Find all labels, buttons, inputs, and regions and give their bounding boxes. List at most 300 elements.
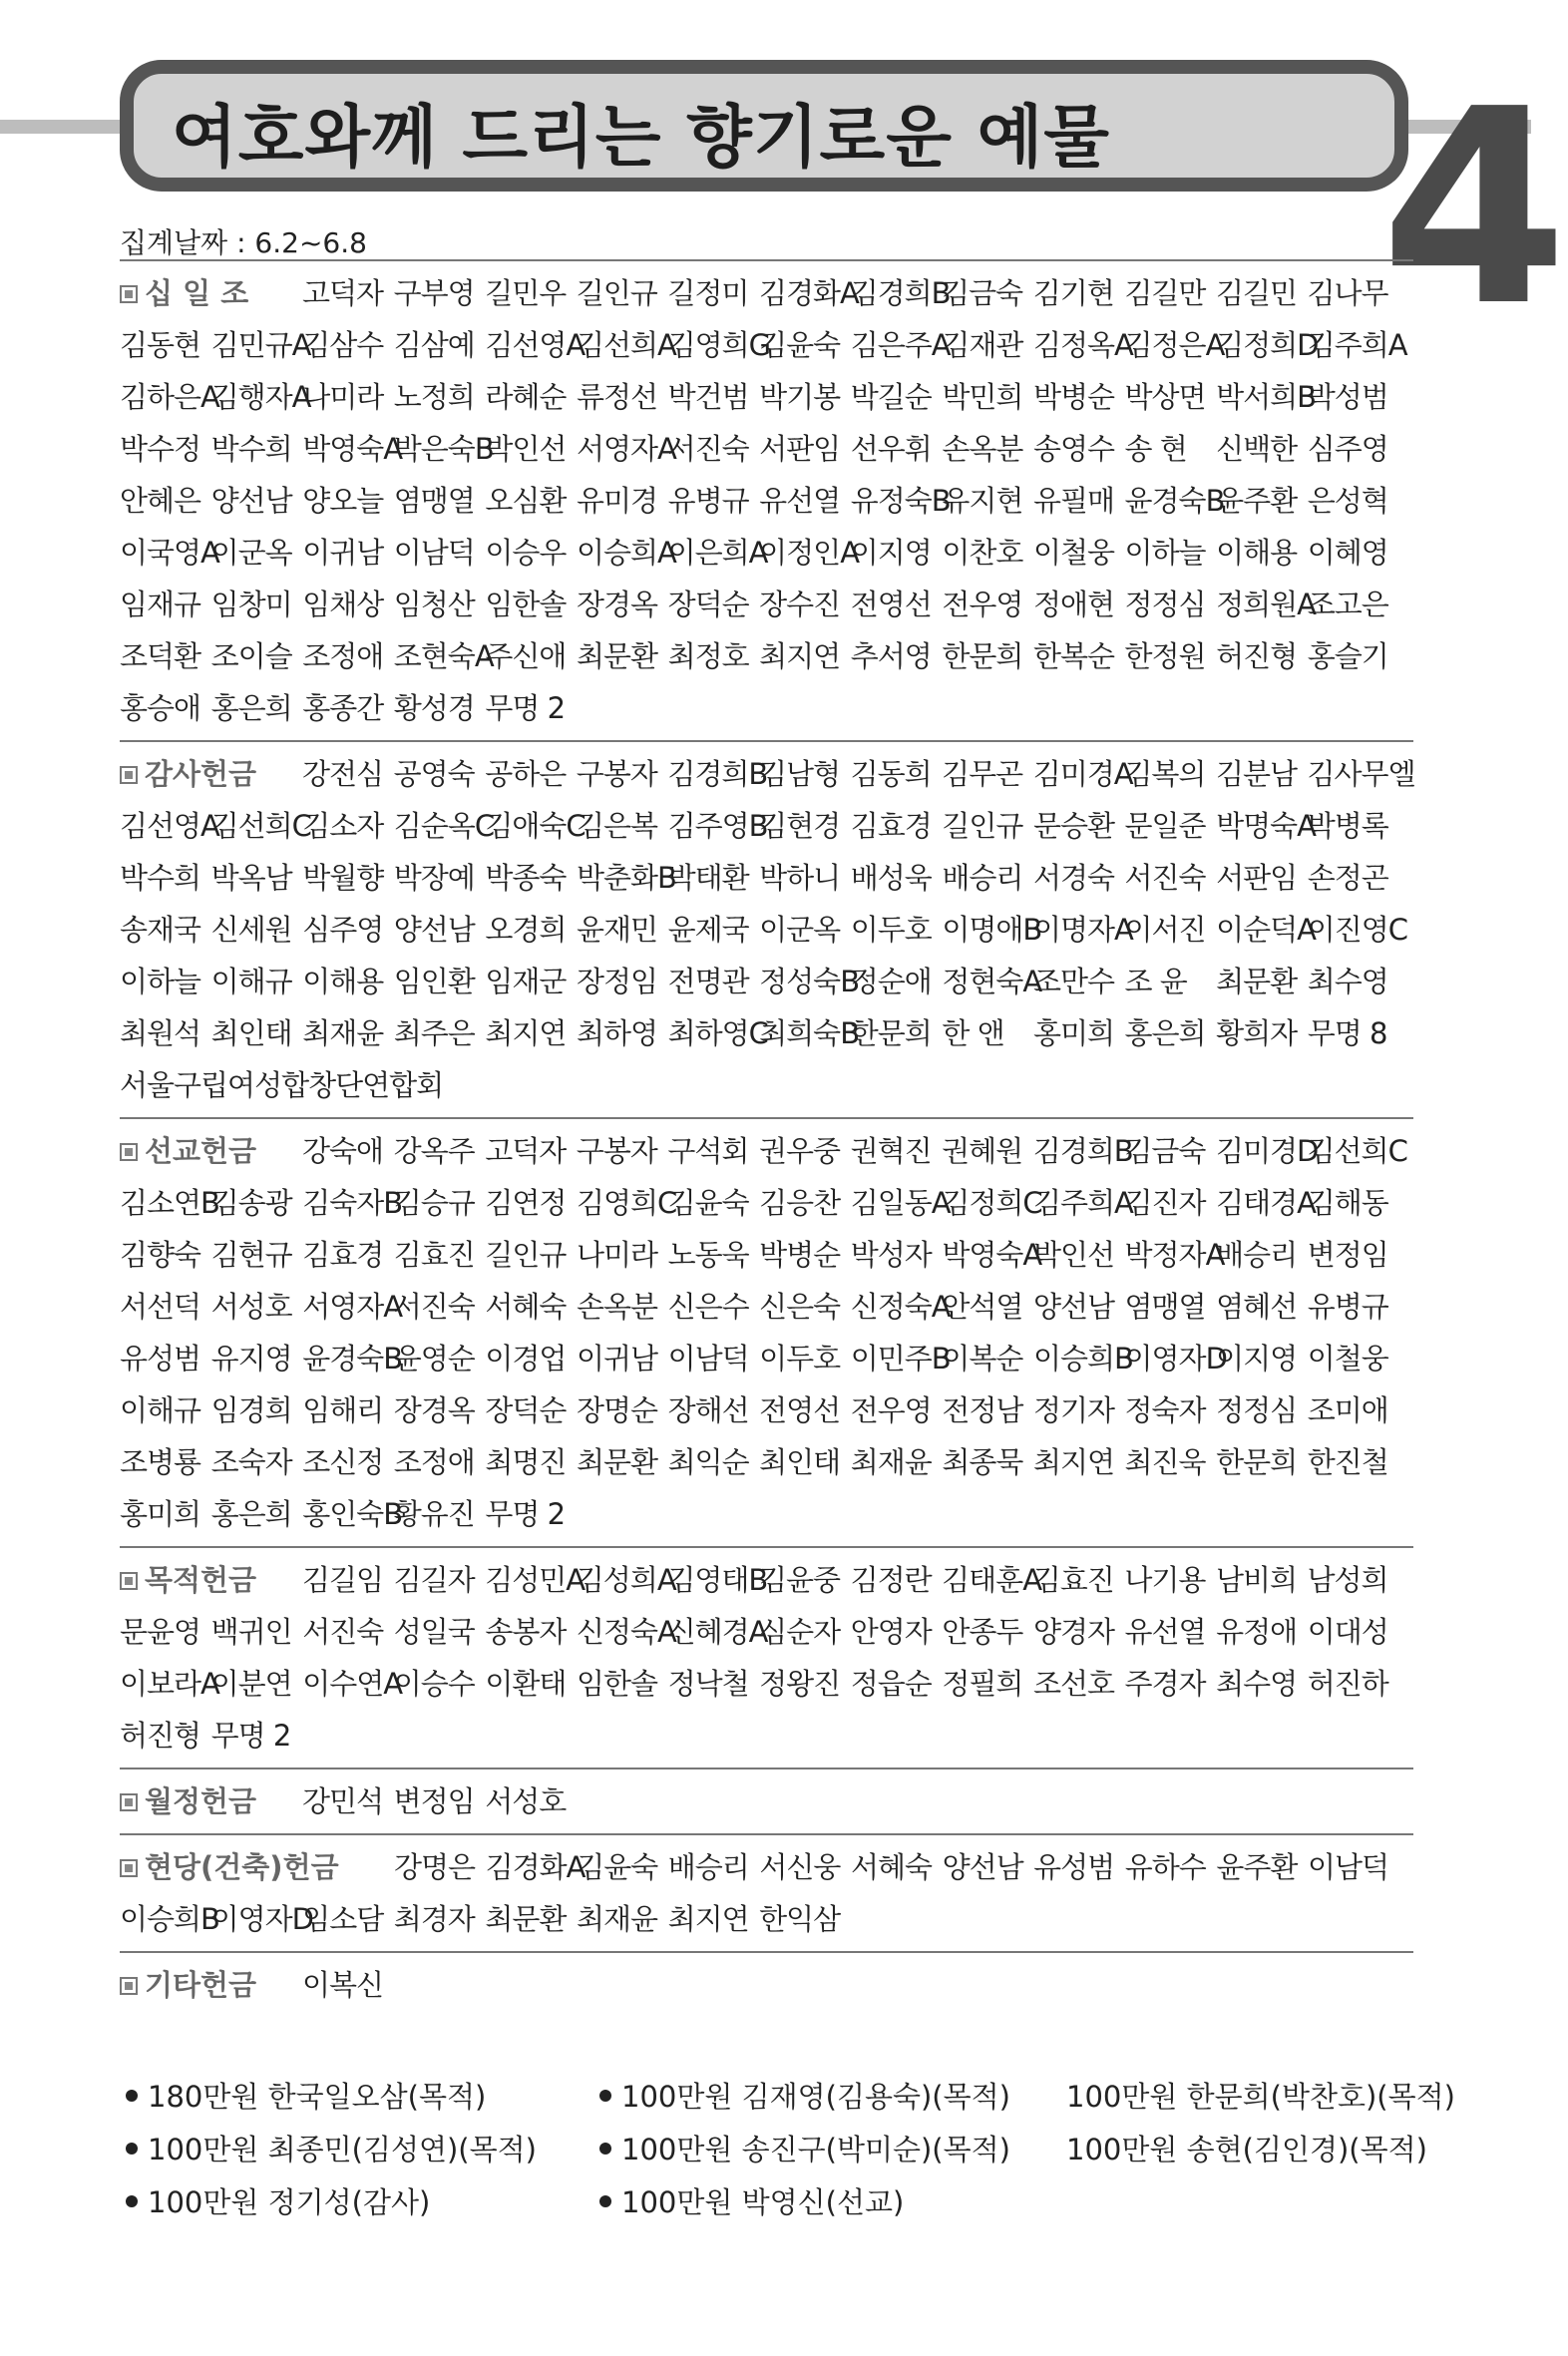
- donor-name: 이귀남: [576, 1342, 658, 1375]
- square-bullet-icon: [120, 1572, 138, 1590]
- donor-name: 이지영: [1216, 1342, 1298, 1375]
- donor-name: 박태환: [667, 861, 749, 895]
- donor-name: 조선호: [1032, 1667, 1114, 1701]
- donation-item: [1050, 2075, 1455, 2116]
- donor-name: 정정심: [1124, 588, 1206, 621]
- donor-name: 신정숙A: [576, 1615, 676, 1649]
- section-label: [120, 1554, 302, 1606]
- section-label: [120, 1125, 302, 1177]
- donor-name: 김영희G: [667, 328, 771, 362]
- donor-name: 유지영: [210, 1342, 292, 1375]
- donor-name: 김삼예: [393, 328, 475, 362]
- section-label-text: 현당(건축)헌금: [145, 1850, 339, 1884]
- donor-name: 장정임: [576, 965, 658, 998]
- bullet-dot-icon: [599, 2090, 611, 2102]
- donor-name: 이민주B: [850, 1342, 951, 1375]
- donor-name: 유필매: [1032, 484, 1114, 518]
- donor-name: 조현숙A: [393, 639, 494, 673]
- donor-name: 김남형: [758, 757, 841, 791]
- donor-name: 김경희B: [1032, 1134, 1133, 1168]
- donor-name: 추서영: [850, 639, 932, 673]
- donation-item: [593, 2128, 1050, 2168]
- donor-name: 정정심: [1216, 1393, 1298, 1427]
- donor-name: 안석열: [942, 1290, 1023, 1324]
- donor-name: 박수희: [120, 861, 201, 895]
- donor-name: 노정희: [393, 380, 475, 414]
- donor-name: 이해용: [1216, 536, 1298, 570]
- donor-name: 김성희A: [576, 1563, 676, 1597]
- donor-name: 심순자: [759, 1615, 841, 1649]
- donor-name: 김현경: [759, 809, 841, 843]
- donor-name: 김금숙: [1124, 1134, 1206, 1168]
- donor-name: 유성범: [1033, 1850, 1115, 1884]
- section-label-text: 목적헌금: [145, 1563, 257, 1597]
- donor-name: 김성민A: [485, 1563, 586, 1597]
- donor-name: 김금숙: [942, 276, 1023, 310]
- donor-name: 이군옥: [210, 536, 292, 570]
- donor-name: 조고은: [1307, 588, 1388, 621]
- donor-name: 양선남: [393, 913, 475, 947]
- donor-name: 라혜순: [485, 380, 567, 414]
- donor-name: 박인선: [1032, 1238, 1114, 1272]
- donor-name: 김선희C: [1307, 1134, 1407, 1168]
- offering-sections: [120, 259, 1413, 2017]
- donor-name: 서판임: [759, 432, 841, 466]
- donor-name: 박수정: [120, 432, 201, 466]
- bullet-dot-icon: [126, 2195, 138, 2207]
- donor-name: 박민희: [942, 380, 1023, 414]
- donor-name: 이영자D: [210, 1902, 313, 1936]
- donor-name: 변정임: [1307, 1238, 1388, 1272]
- donation-text: 100만원 송현(김인경)(목적): [1066, 2133, 1427, 2166]
- donor-name: 전명관: [667, 965, 749, 998]
- donor-name: 박영숙A: [942, 1238, 1042, 1272]
- donor-name: 홍승애: [120, 691, 201, 725]
- donor-name: 전영선: [759, 1393, 841, 1427]
- section-label: [120, 1775, 302, 1827]
- donor-name: 양경자: [1032, 1615, 1114, 1649]
- donor-name: 유미경: [576, 484, 658, 518]
- donor-name: 조병룡: [120, 1445, 201, 1479]
- donor-name: 김선영A: [485, 328, 586, 362]
- tally-period: 집계날짜 : 6.2~6.8: [120, 226, 367, 259]
- donor-name: 김소자: [302, 809, 384, 843]
- donor-name: 최지연: [485, 1016, 567, 1050]
- donor-name: 배승리: [1216, 1238, 1298, 1272]
- donor-name: 신세원: [210, 913, 292, 947]
- donor-name: 김태훈A: [942, 1563, 1042, 1597]
- donor-name: 장덕순: [667, 588, 749, 621]
- donor-name: 서진숙: [667, 432, 749, 466]
- donor-name: 이명자A: [1032, 913, 1133, 947]
- donor-name: 손옥분: [576, 1290, 658, 1324]
- donor-name: 안혜은: [120, 484, 201, 518]
- donor-name: 한문희: [942, 639, 1023, 673]
- donor-name: 박기봉: [759, 380, 841, 414]
- donor-name: 안종두: [942, 1615, 1023, 1649]
- donor-name: 정현숙A: [942, 965, 1042, 998]
- donor-name: 허진형: [1216, 639, 1298, 673]
- donor-name: 홍인숙B: [302, 1497, 403, 1531]
- donor-name: 배승리: [942, 861, 1023, 895]
- donor-name: 장덕순: [485, 1393, 567, 1427]
- donor-name: 서울구립여성합창단연합회: [120, 1068, 444, 1102]
- donor-name: 유성범: [120, 1342, 201, 1375]
- donor-name: 박병순: [759, 1238, 841, 1272]
- donor-name: 정희원A: [1216, 588, 1317, 621]
- donor-name: 전영선: [850, 588, 932, 621]
- donor-name: 이환태: [485, 1667, 567, 1701]
- donor-name: 박건범: [667, 380, 749, 414]
- donor-name: 김선영A: [120, 809, 219, 843]
- donor-name: 이국영A: [120, 536, 219, 570]
- donor-name: 최문환: [576, 1445, 658, 1479]
- donor-name: 황희자: [1216, 1016, 1298, 1050]
- donor-name: 이영자D: [1124, 1342, 1227, 1375]
- donor-name: 김미경D: [1215, 1134, 1319, 1168]
- donor-name: 은성혁: [1307, 484, 1388, 518]
- donor-name: 심주영: [302, 913, 384, 947]
- offering-section: [120, 740, 1413, 1117]
- donor-name: 최종묵: [942, 1445, 1023, 1479]
- donor-name: 성일국: [393, 1615, 475, 1649]
- donor-name: 선우휘: [850, 432, 932, 466]
- donor-name: 박장예: [393, 861, 475, 895]
- donor-name: 한익삼: [759, 1902, 841, 1936]
- donor-name: 문승환: [1032, 809, 1114, 843]
- name-list: [120, 267, 1413, 734]
- donor-name: 김복의: [1124, 757, 1206, 791]
- donor-name: 염맹열: [1124, 1290, 1206, 1324]
- donor-name: 양선남: [210, 484, 292, 518]
- donor-name: 이해규: [210, 965, 292, 998]
- donor-name: 김정희D: [1216, 328, 1319, 362]
- donor-name: 이복순: [942, 1342, 1023, 1375]
- donor-name: 김나무: [1307, 276, 1388, 310]
- donor-name: 정성숙B: [759, 965, 860, 998]
- donor-name: 이해용: [302, 965, 384, 998]
- donor-name: 문일준: [1124, 809, 1206, 843]
- donor-name: 이하늘: [1124, 536, 1206, 570]
- donor-name: 최진욱: [1124, 1445, 1206, 1479]
- section-label-text: 기타헌금: [145, 1968, 257, 2002]
- offering-section: [120, 1833, 1413, 1951]
- donor-name: 노동욱: [667, 1238, 749, 1272]
- donor-name: 박길순: [850, 380, 932, 414]
- donor-name: 홍은희: [210, 691, 292, 725]
- donor-name: 최주은: [393, 1016, 475, 1050]
- donor-name: 한복순: [1032, 639, 1114, 673]
- donor-name: 김하은A: [120, 380, 219, 414]
- donor-name: 신은수: [667, 1290, 749, 1324]
- offering-section: [120, 1117, 1413, 1546]
- donor-name: 전우영: [850, 1393, 932, 1427]
- donation-item: [593, 2180, 1050, 2221]
- offering-section: [120, 259, 1413, 740]
- donor-name: 이남덕: [1307, 1850, 1388, 1884]
- donor-name: 김은주A: [850, 328, 951, 362]
- donor-name: 정필희: [942, 1667, 1023, 1701]
- donor-name: 최재윤: [576, 1902, 658, 1936]
- donor-name: 김윤숙: [577, 1850, 658, 1884]
- donor-name: 조숙자: [210, 1445, 292, 1479]
- donor-name: 윤제국: [667, 913, 749, 947]
- donor-name: 김삼수: [302, 328, 384, 362]
- donor-name: 구봉자: [576, 757, 657, 791]
- donor-name: 최재윤: [850, 1445, 932, 1479]
- donor-name: 손정곤: [1307, 861, 1388, 895]
- donor-name: 김소연B: [120, 1186, 219, 1220]
- donor-name: 임경희: [210, 1393, 292, 1427]
- donor-name: 최하영C: [667, 1016, 768, 1050]
- donor-name: 박병순: [1032, 380, 1114, 414]
- donor-name: 정왕진: [759, 1667, 841, 1701]
- donor-name: 유선열: [1124, 1615, 1206, 1649]
- donor-name: 최익순: [667, 1445, 749, 1479]
- donor-name: 이명애B: [942, 913, 1042, 947]
- donor-name: 강옥주: [393, 1134, 475, 1168]
- donor-name: 송영수: [1032, 432, 1114, 466]
- donor-name: 최수영: [1216, 1667, 1298, 1701]
- donor-name: 조덕환: [120, 639, 201, 673]
- donor-name: 한정원: [1124, 639, 1206, 673]
- donor-name: 한문희: [1216, 1445, 1298, 1479]
- donor-name: 심주영: [1307, 432, 1388, 466]
- donor-name: 강숙애: [302, 1134, 384, 1168]
- donor-name: 양선남: [942, 1850, 1023, 1884]
- donor-name: 최지연: [759, 639, 841, 673]
- section-label: [120, 1841, 394, 1893]
- bullet-dot-icon: [126, 2090, 138, 2102]
- donor-name: 김길민: [1215, 276, 1297, 310]
- donor-name: 정읍순: [850, 1667, 932, 1701]
- donor-name: 임한솔: [485, 588, 567, 621]
- donor-name: 서경숙: [1032, 861, 1114, 895]
- donation-item: [1050, 2128, 1427, 2168]
- donor-name: 김주희A: [1307, 328, 1407, 362]
- donor-name: 남비희: [1215, 1563, 1297, 1597]
- donor-name: 이분연: [210, 1667, 292, 1701]
- donor-name: 권혜원: [942, 1134, 1023, 1168]
- section-label: [120, 1959, 302, 2011]
- donor-name: 송 현: [1124, 432, 1187, 466]
- section-label: [120, 267, 302, 319]
- donor-name: 김윤숙: [759, 328, 841, 362]
- name-list: [120, 1775, 1413, 1827]
- donor-name: 서진숙: [393, 1290, 475, 1324]
- donor-name: 주신애: [485, 639, 567, 673]
- donor-name: 박종숙: [485, 861, 567, 895]
- donor-name: 김동현: [120, 328, 201, 362]
- donor-name: 주경자: [1124, 1667, 1206, 1701]
- donor-name: 유하수: [1124, 1850, 1206, 1884]
- name-list: [120, 1841, 1413, 1945]
- donor-name: 홍미희: [1032, 1016, 1114, 1050]
- donor-name: 무명 2: [485, 1497, 566, 1531]
- donor-name: 구봉자: [576, 1134, 657, 1168]
- donor-name: 양선남: [1032, 1290, 1114, 1324]
- donor-name: 서진숙: [302, 1615, 384, 1649]
- donor-name: 박하니: [759, 861, 841, 895]
- donor-name: 이진영C: [1307, 913, 1408, 947]
- donor-name: 이정인A: [759, 536, 860, 570]
- donor-name: 최원석: [120, 1016, 201, 1050]
- donor-name: 김정희C: [942, 1186, 1042, 1220]
- donor-name: 김해동: [1307, 1186, 1388, 1220]
- donor-name: 김선희C: [210, 809, 311, 843]
- donor-name: 서혜숙: [850, 1850, 933, 1884]
- donor-name: 염맹열: [393, 484, 475, 518]
- donor-name: 류정선: [576, 380, 658, 414]
- donor-name: 조정애: [302, 639, 384, 673]
- donor-name: 이두호: [850, 913, 932, 947]
- donor-name: 임채상: [302, 588, 384, 621]
- donor-name: 장경옥: [393, 1393, 475, 1427]
- donor-name: 홍은희: [210, 1497, 292, 1531]
- donor-name: 김은복: [576, 809, 658, 843]
- donor-name: 나기용: [1124, 1563, 1206, 1597]
- donor-name: 서진숙: [1124, 861, 1206, 895]
- donor-name: 오심환: [485, 484, 567, 518]
- donor-name: 최문환: [485, 1902, 567, 1936]
- name-list: [120, 748, 1413, 1111]
- donor-name: 정낙철: [667, 1667, 749, 1701]
- donor-name: 신혜경A: [667, 1615, 768, 1649]
- donor-name: 정순애: [850, 965, 932, 998]
- donor-name: 서영자A: [576, 432, 676, 466]
- donor-name: 김승규: [393, 1186, 475, 1220]
- donor-name: 김영희C: [576, 1186, 677, 1220]
- donor-name: 조이슬: [210, 639, 292, 673]
- donor-name: 조정애: [393, 1445, 475, 1479]
- donor-name: 김선희A: [576, 328, 676, 362]
- donor-name: 구석회: [667, 1134, 749, 1168]
- donor-name: 이해규: [120, 1393, 201, 1427]
- donor-name: 최재윤: [302, 1016, 384, 1050]
- donor-name: 김숙자B: [302, 1186, 403, 1220]
- donor-name: 이지영: [850, 536, 932, 570]
- donor-name: 이수연A: [302, 1667, 403, 1701]
- donor-name: 김일동A: [850, 1186, 951, 1220]
- donor-name: 김길자: [393, 1563, 475, 1597]
- page-title: 여호와께 드리는 향기로운 예물: [172, 99, 1110, 178]
- donor-name: 조 윤: [1124, 965, 1187, 998]
- donor-name: 김진자: [1124, 1186, 1206, 1220]
- donor-name: 정기자: [1032, 1393, 1114, 1427]
- donor-name: 안영자: [850, 1615, 932, 1649]
- donor-name: 윤영순: [393, 1342, 475, 1375]
- donor-name: 길정미: [667, 276, 749, 310]
- donor-name: 이철웅: [1032, 536, 1114, 570]
- offering-section: [120, 1951, 1413, 2017]
- donor-name: 유병규: [1307, 1290, 1388, 1324]
- donor-name: 임재규: [120, 588, 201, 621]
- donor-name: 최희숙B: [759, 1016, 860, 1050]
- name-list: [120, 1125, 1413, 1540]
- donor-name: 서성호: [485, 1784, 567, 1818]
- section-label-text: 선교헌금: [145, 1134, 257, 1168]
- donor-name: 김향숙: [120, 1238, 201, 1272]
- donor-name: 무명 2: [210, 1719, 291, 1753]
- donor-name: 이승희B: [1032, 1342, 1133, 1375]
- donation-item: [120, 2128, 593, 2168]
- donor-name: 이승우: [485, 536, 567, 570]
- donor-name: 이승희A: [576, 536, 676, 570]
- donor-name: 김정란: [850, 1563, 932, 1597]
- donor-name: 유지현: [942, 484, 1023, 518]
- donor-name: 김경희B: [850, 276, 951, 310]
- donor-name: 김영태B: [667, 1563, 768, 1597]
- donor-name: 최명진: [485, 1445, 567, 1479]
- donor-name: 박춘화B: [576, 861, 676, 895]
- donor-name: 이혜영: [1307, 536, 1388, 570]
- donor-name: 김태경A: [1216, 1186, 1317, 1220]
- donor-name: 박상면: [1124, 380, 1206, 414]
- donor-name: 이서진: [1124, 913, 1206, 947]
- donor-name: 박수희: [210, 432, 292, 466]
- donor-name: 김주영B: [667, 809, 768, 843]
- donor-name: 임청산: [393, 588, 475, 621]
- donor-name: 장명순: [576, 1393, 658, 1427]
- donation-text: 100만원 최종민(김성연)(목적): [148, 2133, 537, 2166]
- donor-name: 김무곤: [942, 757, 1023, 791]
- donor-name: 김순옥C: [393, 809, 495, 843]
- donor-name: 김주희A: [1032, 1186, 1133, 1220]
- square-bullet-icon: [120, 1793, 138, 1811]
- donor-name: 윤경숙B: [302, 1342, 403, 1375]
- donor-name: 윤주환: [1216, 1850, 1298, 1884]
- donor-name: 임인환: [393, 965, 475, 998]
- donor-name: 김연정: [485, 1186, 567, 1220]
- donor-name: 이남덕: [667, 1342, 749, 1375]
- donor-name: 서판임: [1216, 861, 1298, 895]
- offering-section: [120, 1546, 1413, 1767]
- donor-name: 최경자: [393, 1902, 475, 1936]
- donor-name: 김현규: [210, 1238, 292, 1272]
- donor-name: 서영자A: [302, 1290, 403, 1324]
- donor-name: 최지연: [1032, 1445, 1114, 1479]
- donor-name: 한문희: [850, 1016, 932, 1050]
- donor-name: 김윤중: [758, 1563, 841, 1597]
- donor-name: 김분남: [1215, 757, 1297, 791]
- donation-text: 100만원 김재영(김용숙)(목적): [621, 2080, 1010, 2114]
- section-label-text: 월정헌금: [145, 1784, 257, 1818]
- donor-name: 고덕자: [302, 276, 384, 310]
- square-bullet-icon: [120, 285, 138, 303]
- donor-name: 김윤숙: [667, 1186, 749, 1220]
- donor-name: 김정은A: [1124, 328, 1225, 362]
- donor-name: 홍미희: [120, 1497, 201, 1531]
- donor-name: 김길임: [302, 1563, 384, 1597]
- donor-name: 유선열: [759, 484, 841, 518]
- donor-name: 길인규: [576, 276, 657, 310]
- donor-name: 서성호: [210, 1290, 292, 1324]
- donor-name: 김경희B: [667, 757, 768, 791]
- donor-name: 김행자A: [210, 380, 311, 414]
- donor-name: 최지연: [667, 1902, 749, 1936]
- donor-name: 권혁진: [850, 1134, 932, 1168]
- donor-name: 한진철: [1307, 1445, 1388, 1479]
- square-bullet-icon: [120, 1143, 138, 1161]
- donor-name: 조미애: [1307, 1393, 1388, 1427]
- donation-text: 180만원 한국일오삼(목적): [148, 2080, 487, 2114]
- donor-name: 길인규: [942, 809, 1023, 843]
- donor-name: 김애숙C: [485, 809, 586, 843]
- donor-name: 정숙자: [1124, 1393, 1206, 1427]
- donor-name: 무명 8: [1307, 1016, 1387, 1050]
- donor-name: 신정숙A: [850, 1290, 951, 1324]
- name-list: [120, 1554, 1413, 1762]
